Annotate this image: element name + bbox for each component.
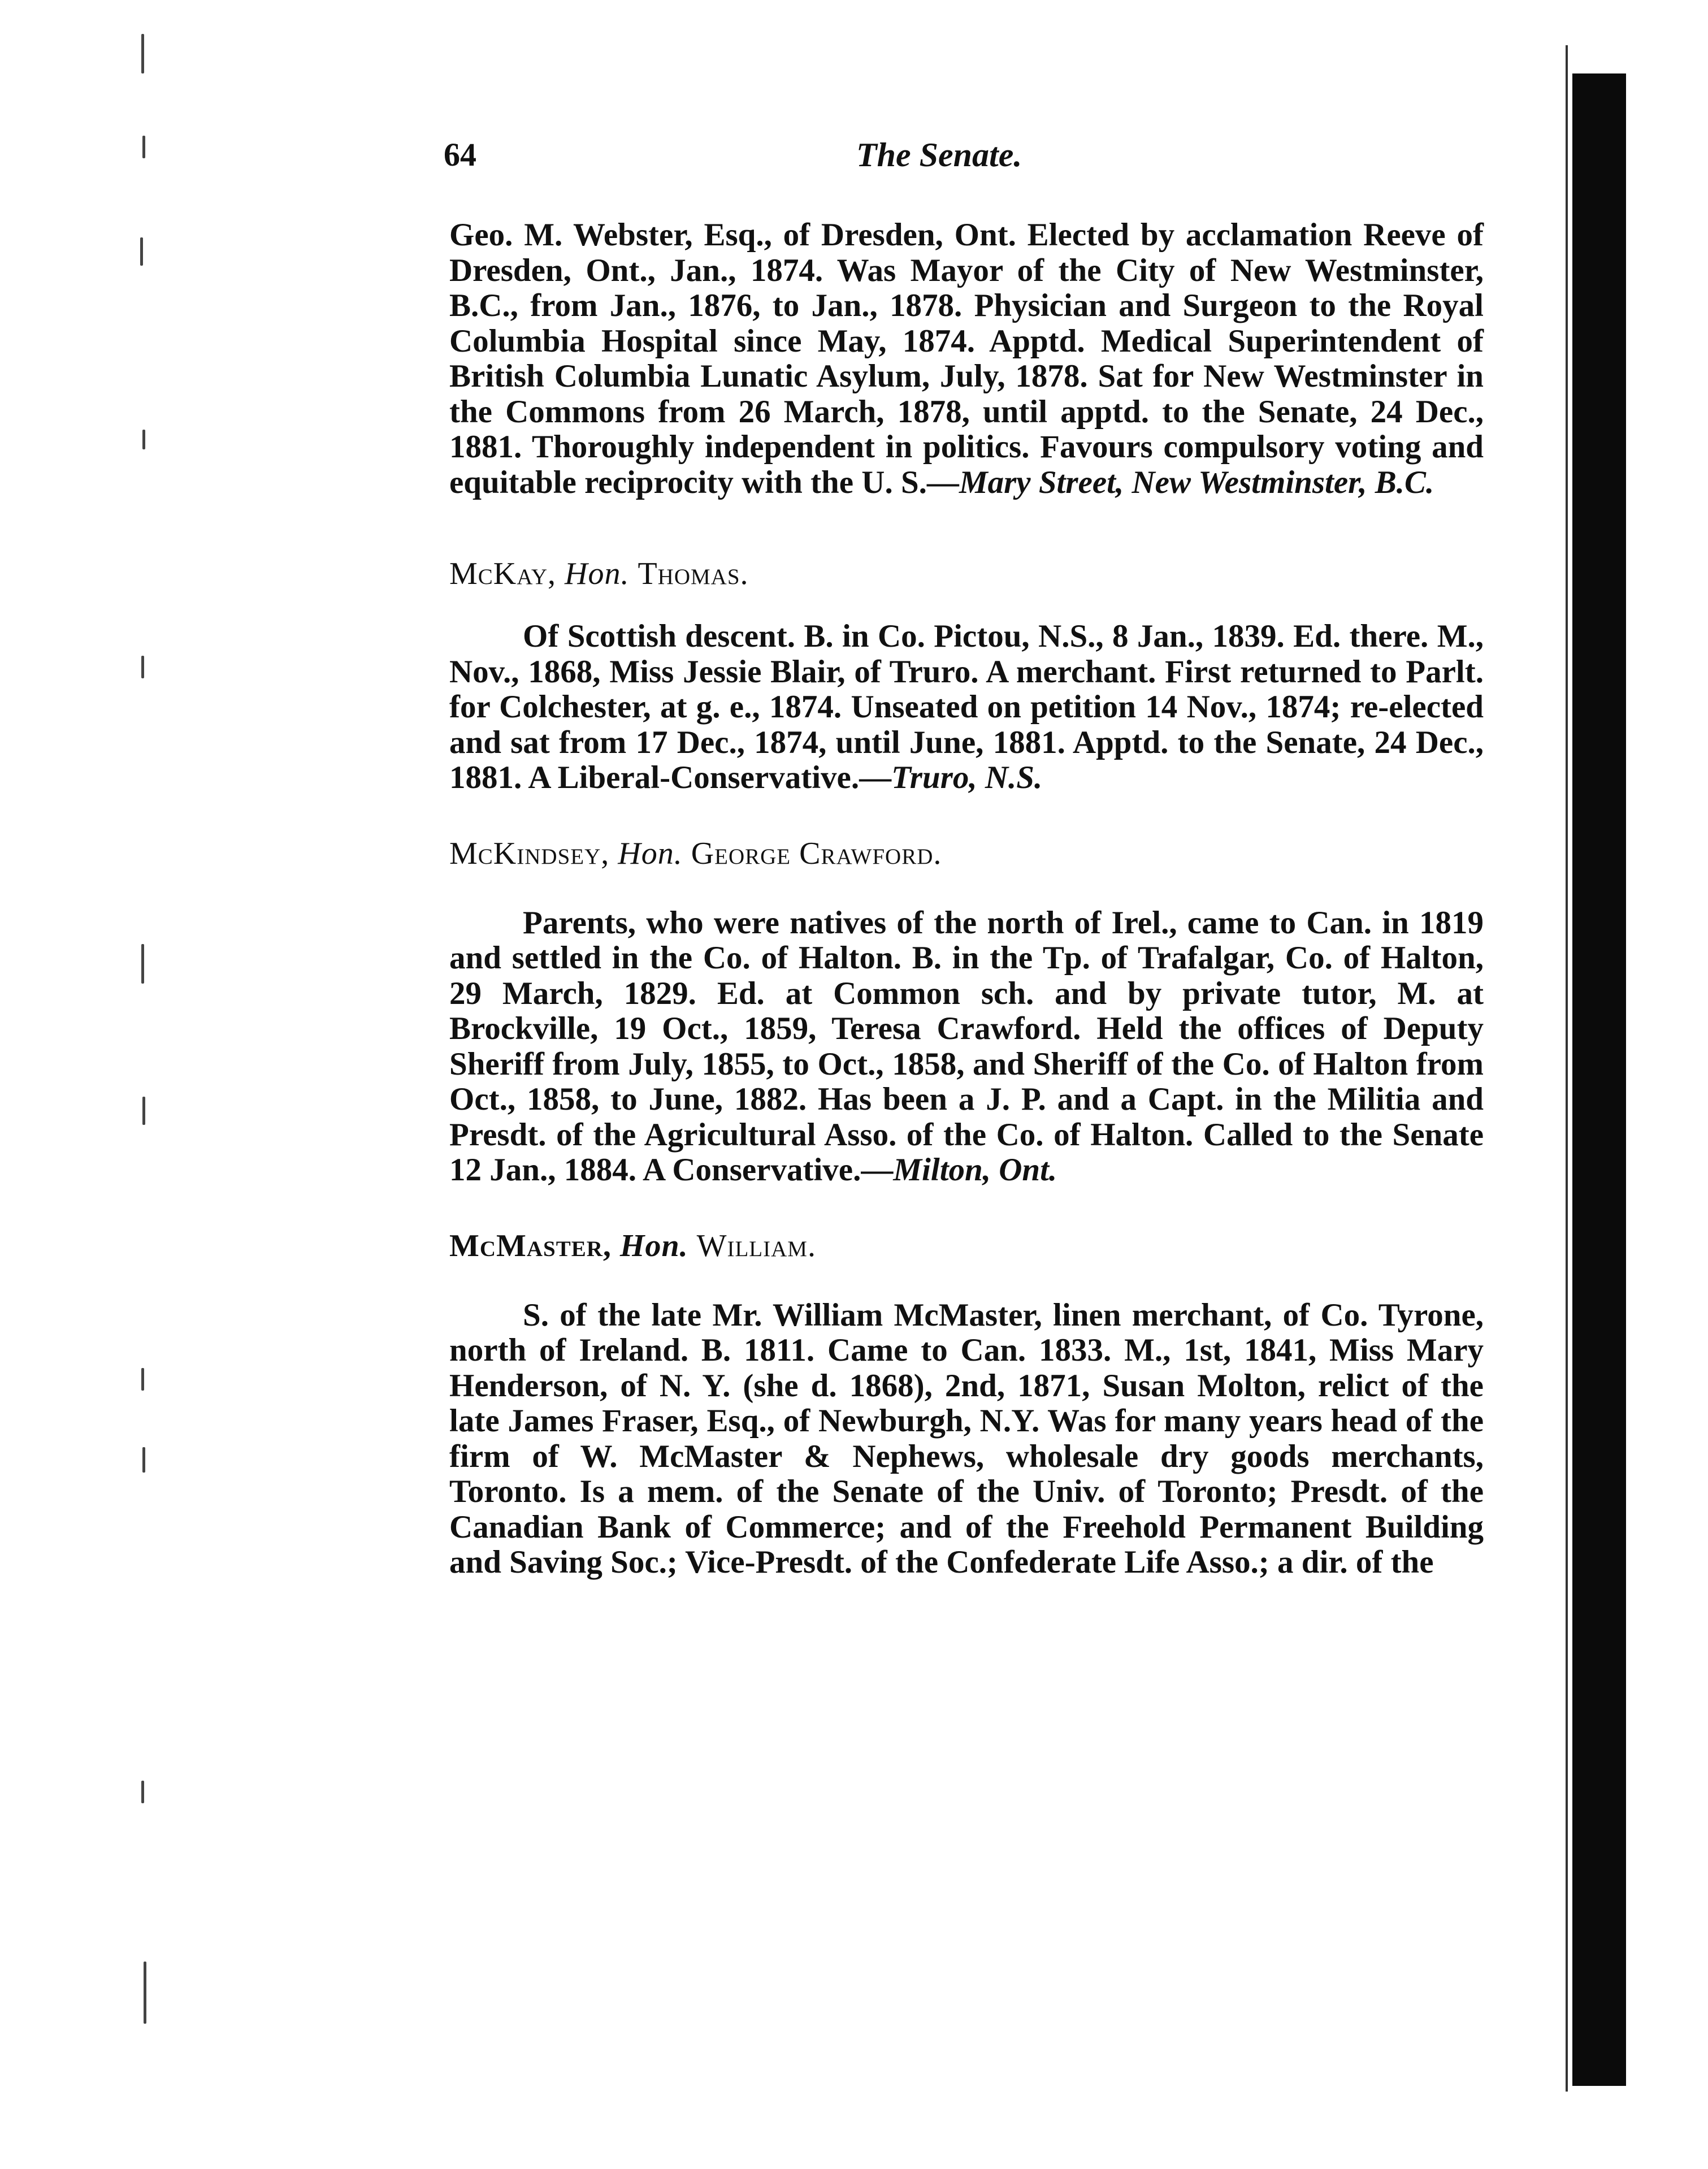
gutter-mark [141, 944, 144, 984]
binding-line [1566, 45, 1568, 2092]
entry-honorific: Hon. [565, 556, 630, 591]
entry-address: Truro, N.S. [891, 760, 1043, 795]
gutter-mark [142, 1447, 145, 1473]
gutter-mark [141, 1368, 144, 1391]
entry-honorific: Hon. [619, 1228, 688, 1263]
entry-given-name: Thomas. [638, 556, 749, 591]
gutter-mark [142, 136, 145, 158]
entry-heading-mckindsey [449, 835, 1484, 872]
page-number: 64 [444, 136, 476, 173]
entry-text: Geo. M. Webster, Esq., of Dresden, Ont. Elected by acclamation Reeve of Dresden, Ont., Jan., 1874. Was Mayor of the City of New Westminster, B.C., from Jan., 1876, to Jan., 1878. Physician and Surgeon to the Royal Columbia Hospital since May, 1874. Apptd. Medical Superintendent of British Columbia Lunatic Asylum, July, 1878. Sat for New Westminster in the Commons from 26 March, 1878, until apptd. to the Senate, 24 Dec., 1881. Thoroughly independent in politics. Favours compulsory voting and equitable reciprocity with the U. S.— [449, 217, 1484, 500]
gutter-mark [144, 1962, 146, 2024]
gutter-mark [140, 237, 143, 266]
binding-edge [1572, 73, 1626, 2086]
entry-body-mckay [449, 619, 1484, 796]
entry-honorific: Hon. [618, 835, 683, 871]
entry-address: Mary Street, New Westminster, B.C. [959, 464, 1434, 500]
entry-address: Milton, Ont. [893, 1152, 1057, 1188]
gutter-mark [142, 1097, 145, 1125]
gutter-mark [141, 34, 144, 73]
gutter-mark [141, 656, 144, 678]
gutter-mark [141, 1781, 144, 1803]
entry-heading-mcmaster [449, 1228, 1484, 1264]
entry-given-name: George Crawford. [691, 835, 942, 871]
entry-surname: McKay, [449, 556, 556, 591]
entry-body-mcmaster [449, 1298, 1484, 1581]
entry-text: S. of the late Mr. William McMaster, linen merchant, of Co. Tyrone, north of Ireland. B. 1811. Came to Can. 1833. M., 1st, 1841, Miss Mary Henderson, of N. Y. (she d. 1868), 2nd, 1871, Susan Molton, relict of the late James Fraser, Esq., of Newburgh, N.Y. Was for many years head of the firm of W. McMaster & Nephews, wholesale dry goods merchants, Toronto. Is a mem. of the Senate of the Univ. of Toronto; Presdt. of the Canadian Bank of Commerce; and of the Freehold Permanent Building and Saving Soc.; Vice-Presdt. of the Confederate Life Asso.; a dir. of the [449, 1297, 1484, 1580]
entry-body-webster [449, 218, 1484, 500]
running-title: The Senate. [856, 136, 1022, 174]
entry-surname: McKindsey, [449, 835, 610, 871]
entry-surname: McMaster, [449, 1228, 612, 1263]
page-content [449, 218, 1484, 1581]
entry-body-mckindsey [449, 906, 1484, 1188]
page-header [444, 136, 1489, 187]
entry-text: Parents, who were natives of the north of Irel., came to Can. in 1819 and settled in the Co. of Halton. B. in the Tp. of Trafalgar, Co. of Halton, 29 March, 1829. Ed. at Common sch. and by private tutor, M. at Brockville, 19 Oct., 1859, Teresa Crawford. Held the offices of Deputy Sheriff from July, 1855, to Oct., 1858, and Sheriff of the Co. of Halton from Oct., 1858, to June, 1882. Has been a J. P. and a Capt. in the Militia and Presdt. of the Agricultural Asso. of the Co. of Halton. Called to the Senate 12 Jan., 1884. A Conservative.— [449, 904, 1484, 1188]
gutter-mark [142, 430, 145, 449]
entry-heading-mckay [449, 556, 1484, 592]
entry-given-name: William. [696, 1228, 816, 1263]
entry-text: Of Scottish descent. B. in Co. Pictou, N.S., 8 Jan., 1839. Ed. there. M., Nov., 1868, Miss Jessie Blair, of Truro. A merchant. First returned to Parlt. for Colchester, at g. e., 1874. Unseated on petition 14 Nov., 1874; re-elected and sat from 17 Dec., 1874, until June, 1881. Apptd. to the Senate, 24 Dec., 1881. A Liberal-Conservative.— [449, 618, 1484, 795]
